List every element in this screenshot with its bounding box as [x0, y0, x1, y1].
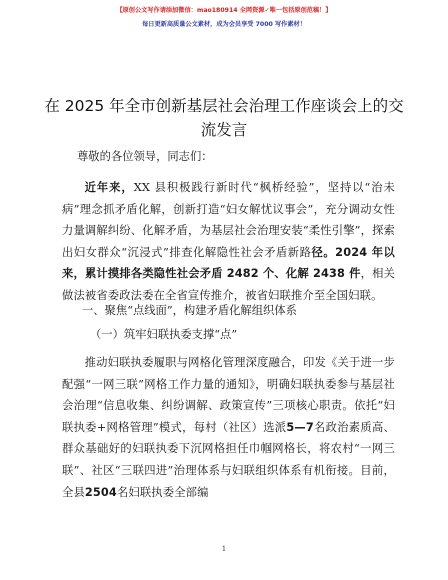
banner-line-1: 【原创公文写作请添加微信：mao180914 全网资源✓唯一包括原创范稿！】 [116, 7, 332, 14]
subsection-heading-1: （一）筑牢妇联执委支撑“点” [90, 328, 238, 341]
para2-text-e: 名妇联执委全部编 [116, 485, 209, 499]
para1-text-a: XX 县积极践行新时代“枫桥经验”，坚持以“治未病”理念抓矛盾化解，创新打造“妇女解忧议事会”，充分调动女性力量调解纠纷、化解矛盾，为基层社会治理安装“柔性引擎”，探索出妇女群众“沉浸式”排查化解隐性社会矛盾新路 [62, 181, 395, 259]
document-title: 在 2025 年全市创新基层社会治理工作座谈会上的交流发言 [44, 97, 404, 139]
para1-bold-b: 径。2024 年以来，累计摸排各类隐性社会矛盾 2482 个、化解 2438 件 [62, 245, 395, 281]
paragraph-2 [62, 352, 395, 503]
para2-text-c: 名政治素质高、群众基础好的妇联执委下沉网格担任巾帼网格长，将农村“一网三联”、社区“三联四进”治理体系与妇联组织体系有机衔接。目前，全县 [62, 420, 395, 499]
paragraph-1 [62, 177, 395, 307]
promo-banner [0, 4, 448, 32]
para2-bold-d: 2504 [84, 485, 117, 499]
para1-lead: 近年来， [84, 181, 134, 194]
para1-text-c: ，相关做法被省委政法委在全省宣传推介，被省妇联推介至全国妇联。 [62, 267, 395, 302]
section-heading-1: 一、聚焦“点线面”，构建矛盾化解组织体系 [82, 304, 297, 317]
salutation: 尊敬的各位领导，同志们： [77, 150, 213, 163]
banner-line-2: 每日更新高质量公文素材，成为会员享受 7000 写作素材！ [142, 21, 306, 28]
para2-text-a: 推动妇联执委履职与网格化管理深度融合，印发《关于进一步配强“一网三联”网格工作力量的通知》，明确妇联执委参与基层社会治理“信息收集、纠纷调解、政策宣传”三项核心职责。依托“妇联执委+网格管理”模式，每村（社区）选派 [62, 356, 395, 434]
page-number: 1 [221, 545, 227, 553]
para2-bold-b: 5—7 [286, 420, 314, 434]
